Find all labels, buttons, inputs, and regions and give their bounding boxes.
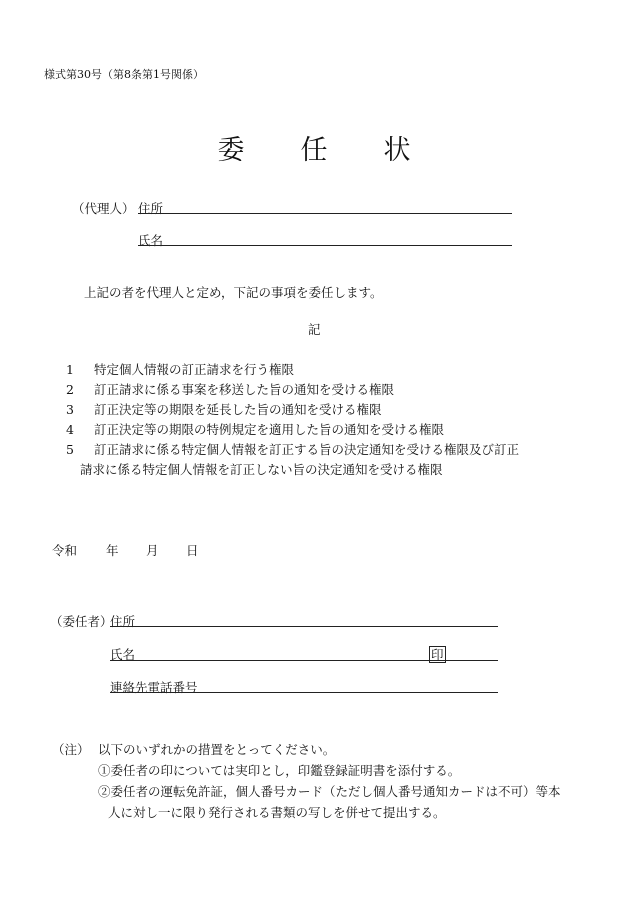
ki-heading: 記 — [308, 322, 321, 337]
agent-name-line — [138, 245, 512, 246]
item-text: 訂正請求に係る特定個人情報を訂正する旨の決定通知を受ける権限及び訂正 — [94, 442, 520, 457]
item-number: 4 — [66, 422, 74, 437]
principal-label: （委任者） — [50, 614, 113, 629]
list-item — [66, 420, 444, 438]
note-label: （注） — [52, 742, 90, 757]
date-day: 日 — [186, 543, 199, 558]
list-item — [66, 380, 394, 398]
note-option-2: ②委任者の運転免許証，個人番号カード（ただし個人番号通知カードは不可）等本 — [98, 784, 561, 799]
delegation-statement: 上記の者を代理人と定め，下記の事項を委任します。 — [84, 285, 383, 300]
principal-phone-line — [110, 692, 498, 693]
note-intro: 以下のいずれかの措置をとってください。 — [98, 742, 336, 757]
agent-address-label: 住所 — [138, 201, 164, 216]
note-option-2-continuation: 人に対し一に限り発行される書類の写しを併せて提出する。 — [108, 805, 446, 820]
document-title — [0, 128, 630, 167]
principal-address-line — [110, 626, 498, 627]
title-char-3: 状 — [383, 135, 413, 166]
principal-name-label: 氏名 — [110, 647, 136, 662]
item-number: 5 — [66, 442, 74, 457]
item-text: 訂正請求に係る事案を移送した旨の通知を受ける権限 — [94, 382, 395, 397]
form-number: 様式第30号（第8条第1号関係） — [44, 68, 204, 81]
title-char-1: 委 — [217, 135, 247, 166]
agent-label: （代理人） — [72, 201, 135, 216]
principal-name-line — [110, 660, 498, 661]
item-text: 特定個人情報の訂正請求を行う権限 — [94, 362, 295, 377]
agent-name-label: 氏名 — [138, 233, 164, 248]
title-char-2: 任 — [300, 135, 330, 166]
item-text: 訂正決定等の期限の特例規定を適用した旨の通知を受ける権限 — [94, 422, 445, 437]
date-era: 令和 — [52, 543, 78, 558]
date-year: 年 — [106, 543, 119, 558]
item-number: 1 — [66, 362, 74, 377]
seal-label: 印 — [431, 647, 444, 662]
item-number: 2 — [66, 382, 74, 397]
item-number: 3 — [66, 402, 74, 417]
item-5-continuation: 請求に係る特定個人情報を訂正しない旨の決定通知を受ける権限 — [80, 462, 443, 477]
list-item — [66, 360, 294, 378]
principal-phone-label: 連絡先電話番号 — [110, 680, 198, 695]
date-month: 月 — [146, 543, 159, 558]
agent-address-line — [138, 213, 512, 214]
list-item — [66, 440, 519, 458]
note-option-1: ①委任者の印については実印とし，印鑑登録証明書を添付する。 — [98, 763, 461, 778]
principal-address-label: 住所 — [110, 614, 136, 629]
item-text: 訂正決定等の期限を延長した旨の通知を受ける権限 — [94, 402, 382, 417]
list-item — [66, 400, 382, 418]
